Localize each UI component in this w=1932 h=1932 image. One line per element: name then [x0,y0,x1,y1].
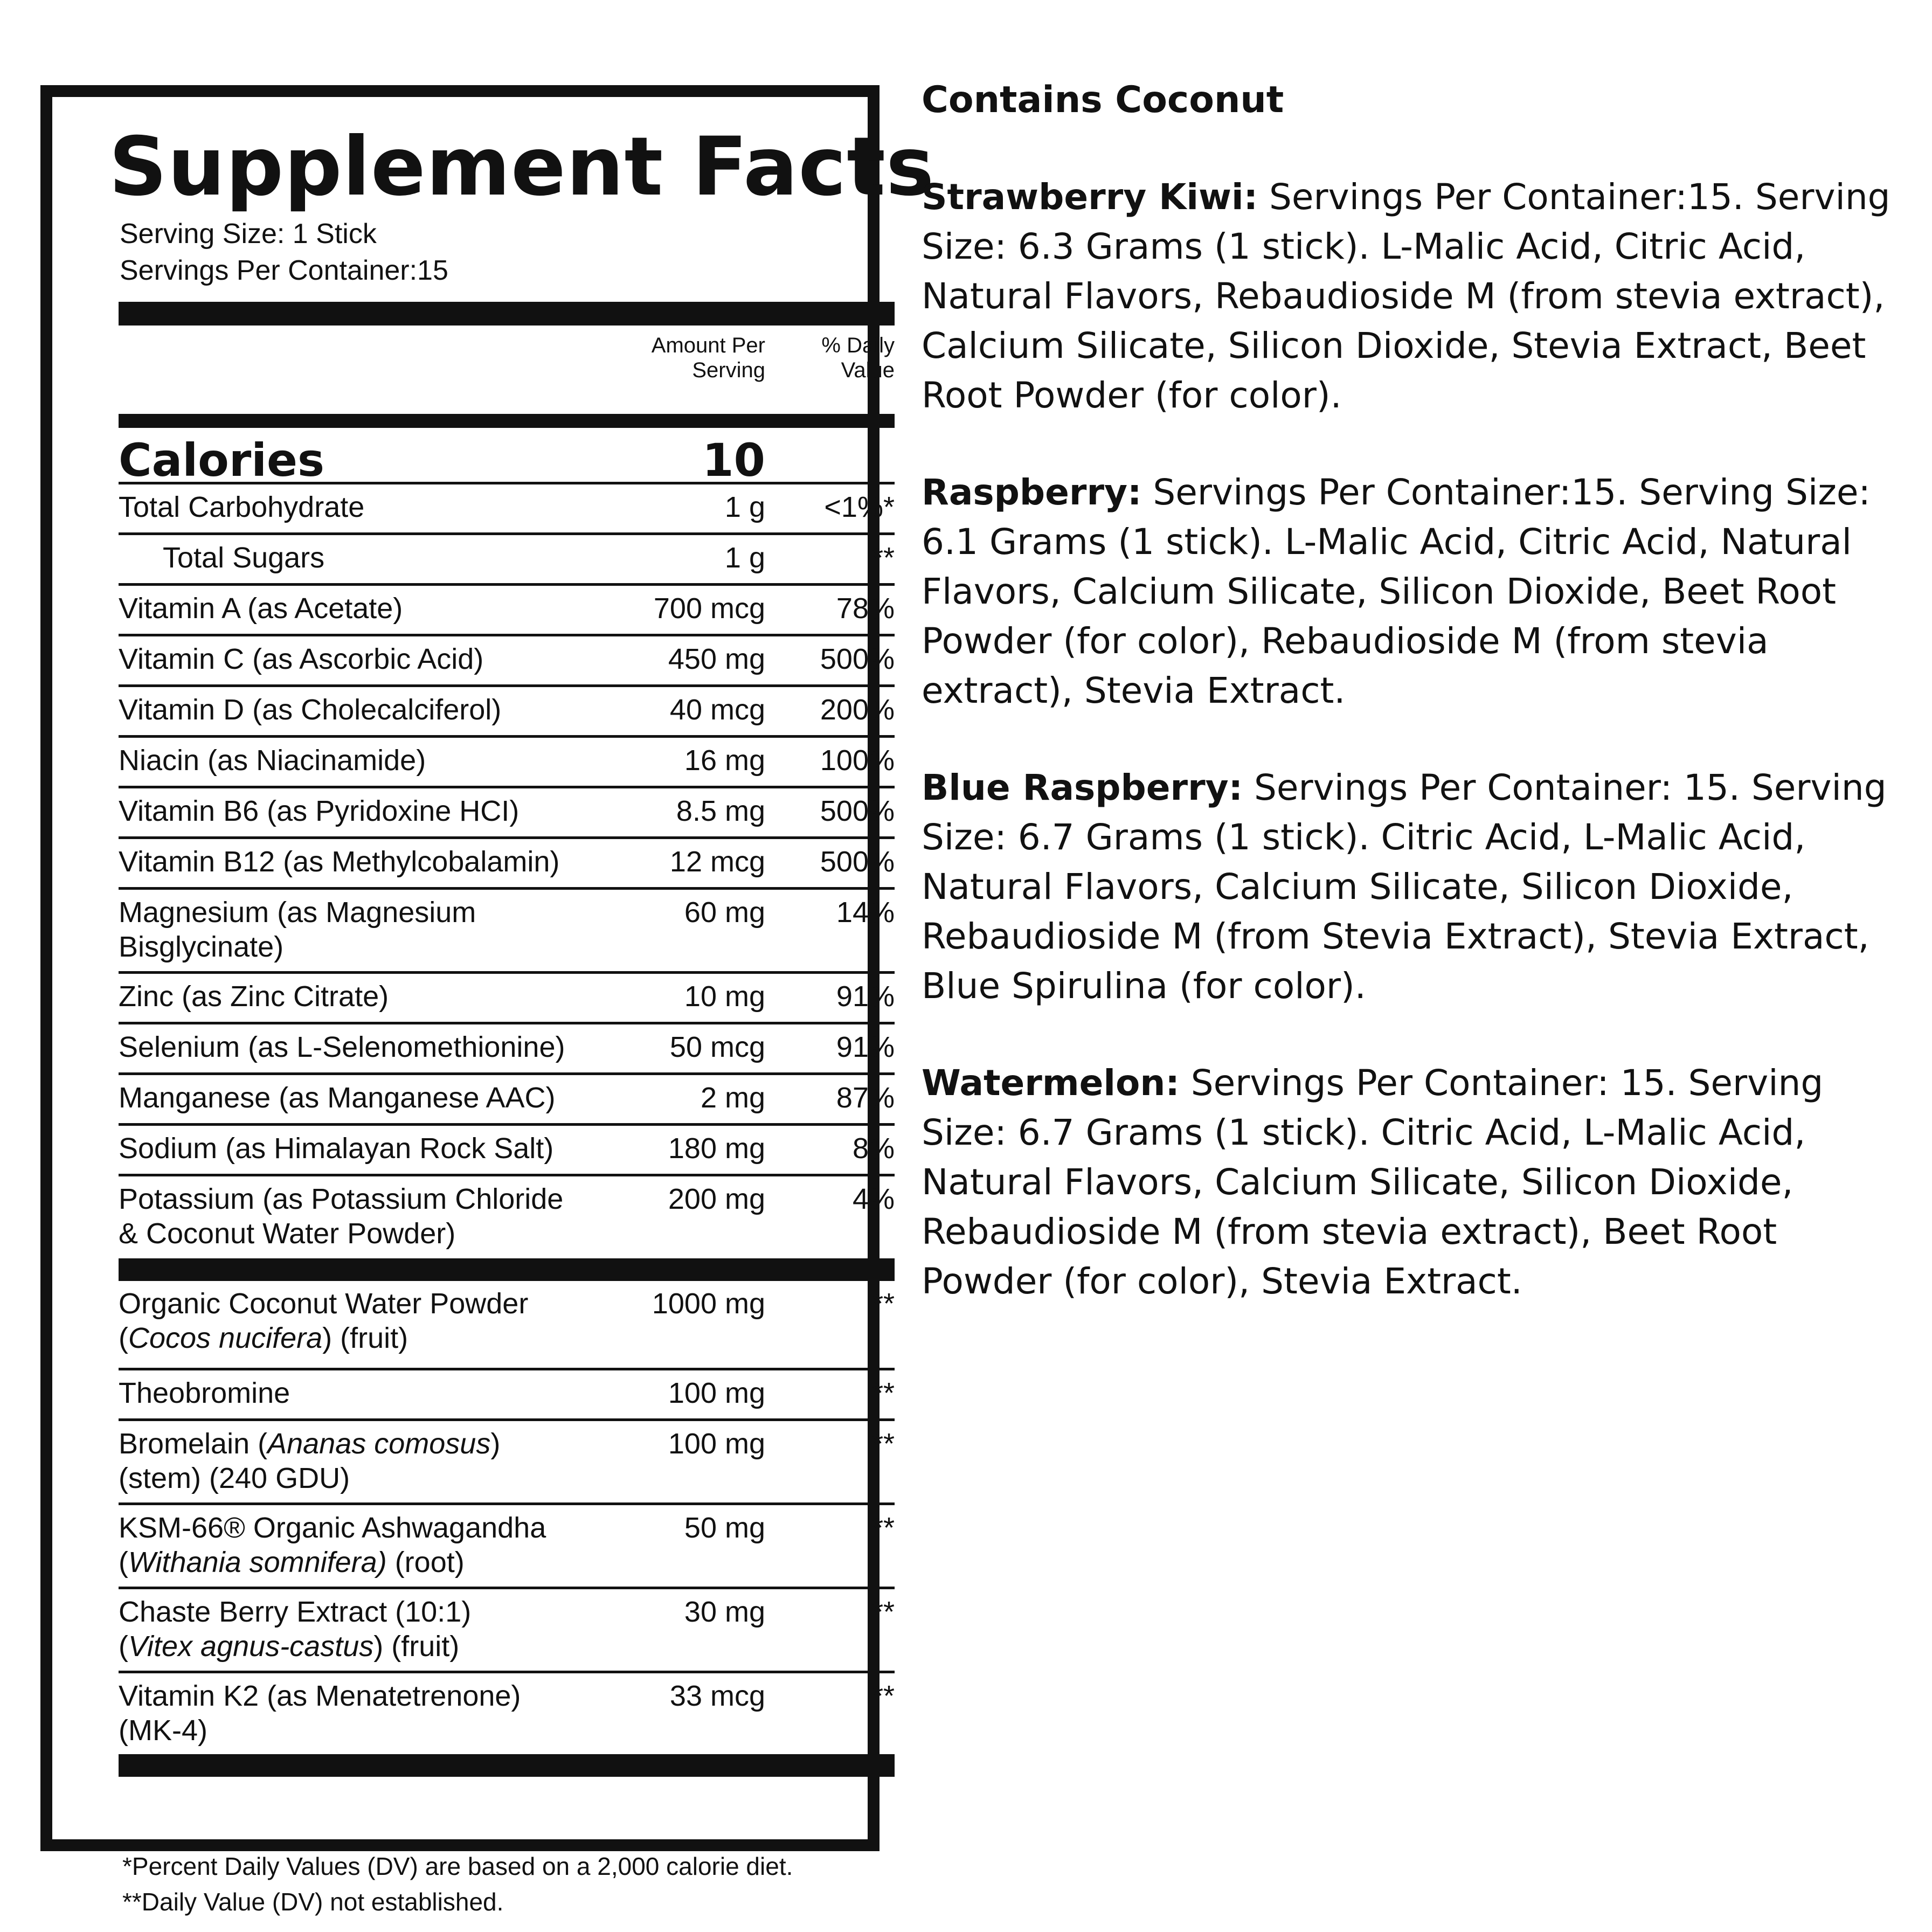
table-row [119,839,895,890]
table-row [119,586,895,636]
table-row [119,1589,895,1673]
nutrient-dv: 8% [852,1132,895,1165]
table-row [119,1281,895,1370]
facts-table [119,302,895,1777]
ingredient-name: Bromelain (Ananas comosus) (stem) (240 GDU) [119,1428,501,1494]
nutrient-dv: 87% [836,1082,895,1114]
ingredient-name: Chaste Berry Extract (10:1) (Vitex agnus-castus) (fruit) [119,1596,472,1663]
nutrient-name: Total Carbohydrate [119,491,365,523]
nutrient-amount: 40 mcg [669,694,765,726]
ingredient-amount: 1000 mg [652,1287,765,1320]
nutrient-name: Magnesium (as Magnesium Bisglycinate) [119,896,476,963]
table-row [119,974,895,1024]
nutrient-dv: 100% [820,744,895,777]
nutrient-name: Vitamin B12 (as Methylcobalamin) [119,846,560,878]
nutrient-amount: 12 mcg [669,846,765,878]
nutrient-dv: 200% [820,694,895,726]
nutrient-dv: 500% [820,795,895,827]
divider-bar [119,1258,895,1281]
allergen-statement: Contains Coconut [922,79,1284,121]
ingredient-dv: ** [871,1377,895,1409]
flavor-name: Raspberry: [922,472,1142,513]
divider-bar [119,1754,895,1777]
calories-value: 10 [702,434,765,487]
flavor-details: Servings Per Container:15. Serving Size: 6.3 Grams (1 stick). L-Malic Acid, Citric Acid, Natural Flavors, Rebaudioside M (from stevia extract), Calcium Silicate, Silicon Dioxide, Stevia Extract, Beet Root Powder (for color). [922,176,1891,416]
table-row [119,890,895,974]
flavor-name: Blue Raspberry: [922,767,1243,808]
table-row [119,738,895,788]
calories-row [119,428,895,487]
table-row [119,1505,895,1589]
ingredient-dv: ** [871,1512,895,1544]
nutrient-amount: 700 mcg [653,592,765,625]
nutrient-amount: 2 mg [700,1082,765,1114]
ingredient-name: Theobromine [119,1377,290,1409]
table-row [119,1024,895,1075]
flavor-details: Servings Per Container: 15. Serving Size: 6.7 Grams (1 stick). Citric Acid, L-Malic Acid, Natural Flavors, Calcium Silicate, Silicon Dioxide, Rebaudioside M (from Stevia Extract), Stevia Extract, Blue Spirulina (for color). [922,767,1887,1007]
nutrient-dv: <1%* [824,491,895,523]
servings-per-container: Servings Per Container:15 [120,255,448,286]
ingredient-dv: ** [871,1680,895,1712]
ingredient-dv: ** [871,1428,895,1460]
nutrient-amount: 10 mg [684,980,765,1013]
table-row [119,687,895,738]
nutrient-amount: 50 mcg [669,1031,765,1063]
nutrient-name: Zinc (as Zinc Citrate) [119,980,389,1013]
flavor-name: Watermelon: [922,1062,1180,1104]
serving-size: Serving Size: 1 Stick [120,218,377,250]
footnote-dv-not-established: **Daily Value (DV) not established. [122,1888,504,1916]
nutrient-name: Sodium (as Himalayan Rock Salt) [119,1132,554,1165]
nutrient-name: Vitamin C (as Ascorbic Acid) [119,643,484,675]
table-row [119,1075,895,1126]
nutrient-dv: ** [871,542,895,574]
amount-per-serving-header: Amount Per Serving [651,334,765,382]
table-row [119,636,895,687]
nutrient-name: Vitamin A (as Acetate) [119,592,403,625]
ingredient-amount: 100 mg [668,1428,765,1460]
nutrient-dv: 14% [836,896,895,929]
divider-bar [119,414,895,428]
nutrient-name: Manganese (as Manganese AAC) [119,1082,556,1114]
nutrient-amount: 8.5 mg [676,795,765,827]
flavor-raspberry [922,468,1913,716]
nutrient-amount: 1 g [724,491,765,523]
ingredient-amount: 30 mg [684,1596,765,1628]
ingredient-amount: 33 mcg [669,1680,765,1712]
nutrient-amount: 450 mg [668,643,765,675]
nutrient-amount: 60 mg [684,896,765,929]
table-row [119,1370,895,1421]
flavor-strawberry-kiwi [922,172,1913,420]
calories-label: Calories [119,434,325,487]
nutrient-name: Potassium (as Potassium Chloride & Coconut Water Powder) [119,1183,564,1250]
flavor-name: Strawberry Kiwi: [922,176,1258,218]
flavor-ingredients [922,75,1913,1306]
flavor-details: Servings Per Container:15. Serving Size: 6.1 Grams (1 stick). L-Malic Acid, Citric Acid, Natural Flavors, Calcium Silicate, Silicon Dioxide, Beet Root Powder (for color), Rebaudioside M (from stevia extract), Stevia Extract. [922,472,1871,711]
table-row [119,484,895,535]
table-row [119,1176,895,1258]
nutrient-name: Total Sugars [163,542,325,574]
nutrient-dv: 500% [820,846,895,878]
ingredient-name: Organic Coconut Water Powder (Cocos nucifera) (fruit) [119,1287,529,1354]
supplement-facts-panel [40,85,935,1916]
table-row [119,1673,895,1754]
nutrient-name: Selenium (as L-Selenomethionine) [119,1031,565,1063]
nutrient-name: Vitamin D (as Cholecalciferol) [119,694,502,726]
flavor-details: Servings Per Container: 15. Serving Size: 6.7 Grams (1 stick). Citric Acid, L-Malic Acid, Natural Flavors, Calcium Silicate, Silicon Dioxide, Rebaudioside M (from stevia extract), Beet Root Powder (for color), Stevia Extract. [922,1062,1824,1302]
nutrient-dv: 500% [820,643,895,675]
table-row [119,1126,895,1176]
footnote-dv-basis: *Percent Daily Values (DV) are based on a 2,000 calorie diet. [122,1852,793,1880]
footnotes [122,1848,793,1920]
ingredient-amount: 100 mg [668,1377,765,1409]
nutrient-name: Vitamin B6 (as Pyridoxine HCI) [119,795,520,827]
ingredient-name: KSM-66® Organic Ashwagandha (Withania somnifera) (root) [119,1512,546,1578]
nutrient-amount: 180 mg [668,1132,765,1165]
nutrient-amount: 16 mg [684,744,765,777]
nutrient-dv: 91% [836,980,895,1013]
ingredient-dv: ** [871,1596,895,1628]
ingredient-dv: ** [871,1287,895,1320]
nutrient-amount: 1 g [724,542,765,574]
nutrient-dv: 91% [836,1031,895,1063]
table-row [119,1421,895,1505]
ingredient-amount: 50 mg [684,1512,765,1544]
ingredient-name: Vitamin K2 (as Menatetrenone) (MK-4) [119,1680,521,1747]
column-headers [119,326,895,414]
divider-bar [119,302,895,326]
table-row [119,535,895,586]
daily-value-header: % Daily Value [821,334,895,382]
panel-title: Supplement Facts [109,120,935,214]
nutrient-name: Niacin (as Niacinamide) [119,744,426,777]
flavor-blue-raspberry [922,763,1913,1011]
flavor-watermelon [922,1058,1913,1306]
nutrient-amount: 200 mg [668,1183,765,1215]
nutrient-dv: 4% [852,1183,895,1215]
table-row [119,788,895,839]
nutrient-dv: 78% [836,592,895,625]
